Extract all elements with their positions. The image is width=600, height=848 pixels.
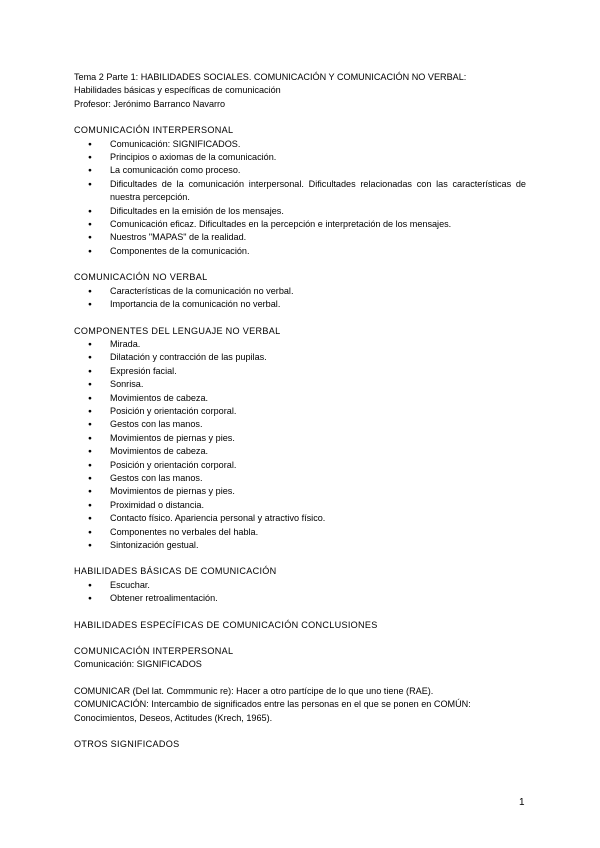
definitions-paragraph bbox=[74, 685, 526, 725]
document-header bbox=[74, 71, 526, 111]
section-otros-significados bbox=[74, 738, 526, 751]
header-subtitle-line: Habilidades básicas y específicas de comunicación bbox=[74, 85, 281, 96]
list-item: ● Principios o axiomas de la comunicación. bbox=[74, 151, 526, 164]
section-title: COMUNICACIÓN NO VERBAL bbox=[74, 272, 208, 283]
page-number: 1 bbox=[519, 797, 525, 808]
bullet-list bbox=[74, 285, 526, 312]
definition-comunicacion: COMUNICACIÓN: Intercambio de significados entre las personas en el que se ponen en COMÚN: bbox=[74, 699, 471, 710]
list-item: ● Movimientos de piernas y pies. bbox=[74, 432, 526, 445]
list-item: ● La comunicación como proceso. bbox=[74, 164, 526, 177]
list-item: ● Gestos con las manos. bbox=[74, 418, 526, 431]
section-title: HABILIDADES ESPECÍFICAS DE COMUNICACIÓN CONCLUSIONES bbox=[74, 619, 378, 630]
list-item: ● Mirada. bbox=[74, 338, 526, 351]
list-item: ● Componentes no verbales del habla. bbox=[74, 526, 526, 539]
section-title: COMPONENTES DEL LENGUAJE NO VERBAL bbox=[74, 325, 281, 336]
list-item: ● Componentes de la comunicación. bbox=[74, 245, 526, 258]
document-content bbox=[74, 71, 526, 751]
section-habilidades-especificas bbox=[74, 619, 526, 632]
list-item: ● Movimientos de piernas y pies. bbox=[74, 485, 526, 498]
bullet-list bbox=[74, 579, 526, 606]
list-item: ● Comunicación eficaz. Dificultades en la percepción e interpretación de los mensajes. bbox=[74, 218, 526, 231]
bullet-list bbox=[74, 138, 526, 259]
header-title-line: Tema 2 Parte 1: HABILIDADES SOCIALES. COMUNICACIÓN Y COMUNICACIÓN NO VERBAL: bbox=[74, 72, 467, 82]
list-item: ● Proximidad o distancia. bbox=[74, 499, 526, 512]
list-item: ● Sonrisa. bbox=[74, 378, 526, 391]
section-componentes-lenguaje-no-verbal bbox=[74, 325, 526, 553]
section-comunicacion-no-verbal bbox=[74, 271, 526, 311]
list-item: ● Movimientos de cabeza. bbox=[74, 392, 526, 405]
definition-comunicar: COMUNICAR (Del lat. Commmunic re): Hacer a otro partícipe de lo que uno tiene (RAE). bbox=[74, 685, 434, 696]
list-item: ● Sintonización gestual. bbox=[74, 539, 526, 552]
list-item: ● Posición y orientación corporal. bbox=[74, 405, 526, 418]
list-item: ● Dificultades en la emisión de los mensajes. bbox=[74, 205, 526, 218]
list-item: ● Obtener retroalimentación. bbox=[74, 592, 526, 605]
section-title: OTROS SIGNIFICADOS bbox=[74, 739, 180, 750]
list-item: ● Comunicación: SIGNIFICADOS. bbox=[74, 138, 526, 151]
list-item: ● Gestos con las manos. bbox=[74, 472, 526, 485]
list-item: ● Características de la comunicación no verbal. bbox=[74, 285, 526, 298]
list-item: ● Contacto físico. Apariencia personal y atractivo físico. bbox=[74, 512, 526, 525]
list-item: ● Dilatación y contracción de las pupilas. bbox=[74, 351, 526, 364]
section-interpersonal-detail bbox=[74, 645, 526, 672]
list-item: ● Dificultades de la comunicación interpersonal. Dificultades relacionadas con las características de nuestra percepción. bbox=[74, 178, 526, 205]
list-item: ● Movimientos de cabeza. bbox=[74, 445, 526, 458]
list-item: ● Posición y orientación corporal. bbox=[74, 459, 526, 472]
section-title: COMUNICACIÓN INTERPERSONAL bbox=[74, 125, 234, 136]
bullet-list bbox=[74, 338, 526, 553]
section-comunicacion-interpersonal bbox=[74, 124, 526, 258]
list-item: ● Nuestros "MAPAS" de la realidad. bbox=[74, 231, 526, 244]
section-title: COMUNICACIÓN INTERPERSONAL bbox=[74, 646, 234, 657]
list-item: ● Escuchar. bbox=[74, 579, 526, 592]
definition-comunicacion-continued: Conocimientos, Deseos, Actitudes (Krech, 1965). bbox=[74, 712, 273, 723]
section-subtitle: Comunicación: SIGNIFICADOS bbox=[74, 659, 202, 670]
section-title: HABILIDADES BÁSICAS DE COMUNICACIÓN bbox=[74, 566, 277, 577]
section-habilidades-basicas bbox=[74, 565, 526, 605]
list-item: ● Importancia de la comunicación no verbal. bbox=[74, 298, 526, 311]
header-professor-line: Profesor: Jerónimo Barranco Navarro bbox=[74, 98, 226, 109]
list-item: ● Expresión facial. bbox=[74, 365, 526, 378]
